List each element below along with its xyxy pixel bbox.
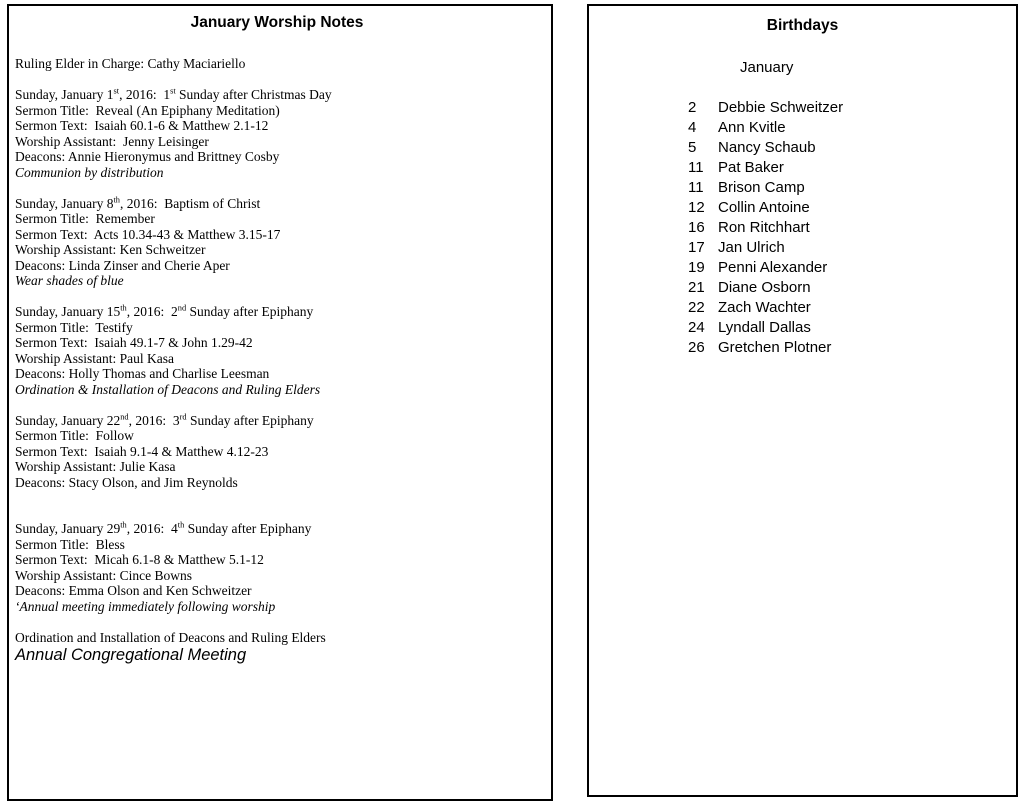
service-detail-line: Sermon Title: Follow [15,428,134,443]
service-section [15,196,539,289]
birthday-day: 19 [688,259,705,276]
service-detail-line: Worship Assistant: Julie Kasa [15,459,176,474]
ordinal-superscript: nd [120,412,129,421]
ruling-elder-line: Ruling Elder in Charge: Cathy Maciariello [15,56,246,71]
service-detail-line: Sermon Title: Bless [15,536,125,552]
birthday-name: Brison Camp [718,179,805,196]
birthday-day: 22 [688,299,705,316]
birthday-day: 24 [688,319,705,336]
birthday-month-label: January [740,59,794,76]
service-date-line [15,413,539,429]
birthday-day: 11 [688,159,704,176]
birthday-day: 4 [688,119,697,136]
birthday-day: 11 [688,179,704,196]
ordinal-superscript: st [113,86,120,96]
birthday-day: 2 [688,99,697,116]
date-text: , 2016: 4 [126,521,178,536]
date-text: Sunday, January 8 [15,195,114,211]
service-detail-line: Sermon Text: Acts 10.34-43 & Matthew 3.15-17 [15,226,281,242]
birthdays-title: Birthdays [766,17,839,34]
service-detail-line: Worship Assistant: Paul Kasa [15,350,175,366]
birthday-row [589,158,1016,178]
ordinal-superscript: nd [177,303,187,313]
service-detail-line: Sermon Text: Isaiah 60.1-6 & Matthew 2.1-12 [15,118,269,133]
date-text: , 2016: 1 [119,87,171,102]
birthday-row [589,218,1016,238]
service-date-line [15,304,539,320]
service-detail-line: Deacons: Annie Hieronymus and Brittney Cosby [15,149,280,164]
service-date-line [15,87,539,103]
worship-footer [15,630,539,666]
birthday-day: 16 [688,219,705,236]
birthday-name: Penni Alexander [718,259,828,276]
service-detail-line: Deacons: Emma Olson and Ken Schweitzer [15,583,252,598]
date-text: , 2016: 2 [126,304,178,319]
ordinal-superscript: st [170,86,176,96]
service-note-line: ‘Annual meeting immediately following worship [15,598,276,614]
worship-notes-body [15,56,539,665]
service-detail-line: Deacons: Linda Zinser and Cherie Aper [15,257,230,273]
date-text: Sunday after Christmas Day [175,87,332,102]
birthday-name: Ron Ritchhart [718,219,810,236]
birthdays-page [587,4,1018,797]
service-detail-line: Deacons: Stacy Olson, and Jim Reynolds [15,474,238,490]
date-text: Sunday, January 1 [15,87,114,102]
service-detail-line: Sermon Title: Testify [15,319,133,335]
services-list [15,87,539,614]
birthday-row [589,238,1016,258]
birthday-name: Jan Ulrich [718,239,785,256]
birthday-row [589,98,1016,118]
birthday-name: Ann Kvitle [718,119,786,136]
birthday-row [589,118,1016,138]
service-section [15,521,539,614]
ordinal-superscript: th [177,520,185,530]
service-date-line [15,196,539,212]
service-detail-line: Deacons: Holly Thomas and Charlise Leesman [15,366,270,381]
birthday-list [589,98,1016,358]
service-detail-line: Worship Assistant: Cince Bowns [15,567,193,583]
birthday-name: Collin Antoine [718,199,810,216]
footer-annual-meeting-line: Annual Congregational Meeting [15,646,247,664]
worship-notes-page [7,4,553,801]
service-detail-line: Sermon Title: Reveal (An Epiphany Meditation) [15,102,280,118]
birthday-row [589,198,1016,218]
service-note-line: Ordination & Installation of Deacons and Ruling Elders [15,381,321,397]
date-text: Sunday, January 29 [15,521,121,536]
birthday-row [589,138,1016,158]
ordinal-superscript: th [120,520,127,530]
birthday-day: 17 [688,239,705,256]
birthday-row [589,318,1016,338]
date-text: Sunday, January 15 [15,304,121,319]
birthday-name: Diane Osborn [718,279,811,296]
service-detail-line: Worship Assistant: Ken Schweitzer [15,242,206,257]
service-detail-line: Worship Assistant: Jenny Leisinger [15,133,209,149]
birthday-name: Nancy Schaub [718,139,816,156]
worship-notes-title: January Worship Notes [190,14,364,31]
birthday-day: 12 [688,199,705,216]
service-section [15,413,539,491]
birthday-name: Gretchen Plotner [718,339,832,356]
ordinal-superscript: th [113,195,120,204]
ordinal-superscript: rd [179,412,187,421]
birthday-name: Debbie Schweitzer [718,99,844,116]
birthday-day: 21 [688,279,705,296]
birthday-row [589,338,1016,358]
service-detail-line: Sermon Text: Isaiah 49.1-7 & John 1.29-42 [15,335,253,350]
ordinal-superscript: th [120,303,127,313]
birthday-name: Lyndall Dallas [718,319,811,336]
birthday-row [589,278,1016,298]
service-detail-line: Sermon Text: Micah 6.1-8 & Matthew 5.1-12 [15,552,264,567]
birthday-row [589,298,1016,318]
date-text: Sunday, January 22 [15,412,121,428]
birthday-name: Zach Wachter [718,299,811,316]
service-note-line: Wear shades of blue [15,273,124,288]
service-section [15,87,539,180]
service-note-line: Communion by distribution [15,164,164,180]
footer-ordination-line: Ordination and Installation of Deacons and Ruling Elders [15,629,326,645]
service-detail-line: Sermon Text: Isaiah 9.1-4 & Matthew 4.12-23 [15,443,269,459]
service-detail-line: Sermon Title: Remember [15,211,155,226]
birthday-name: Pat Baker [718,159,784,176]
date-text: Sunday after Epiphany [186,412,314,428]
service-section [15,304,539,397]
birthday-row [589,258,1016,278]
date-text: , 2016: Baptism of Christ [120,195,261,211]
birthday-day: 5 [688,139,697,156]
date-text: Sunday after Epiphany [186,304,314,319]
birthday-row [589,178,1016,198]
date-text: Sunday after Epiphany [184,521,312,536]
date-text: , 2016: 3 [128,412,180,428]
birthday-day: 26 [688,339,705,356]
service-date-line [15,521,539,537]
